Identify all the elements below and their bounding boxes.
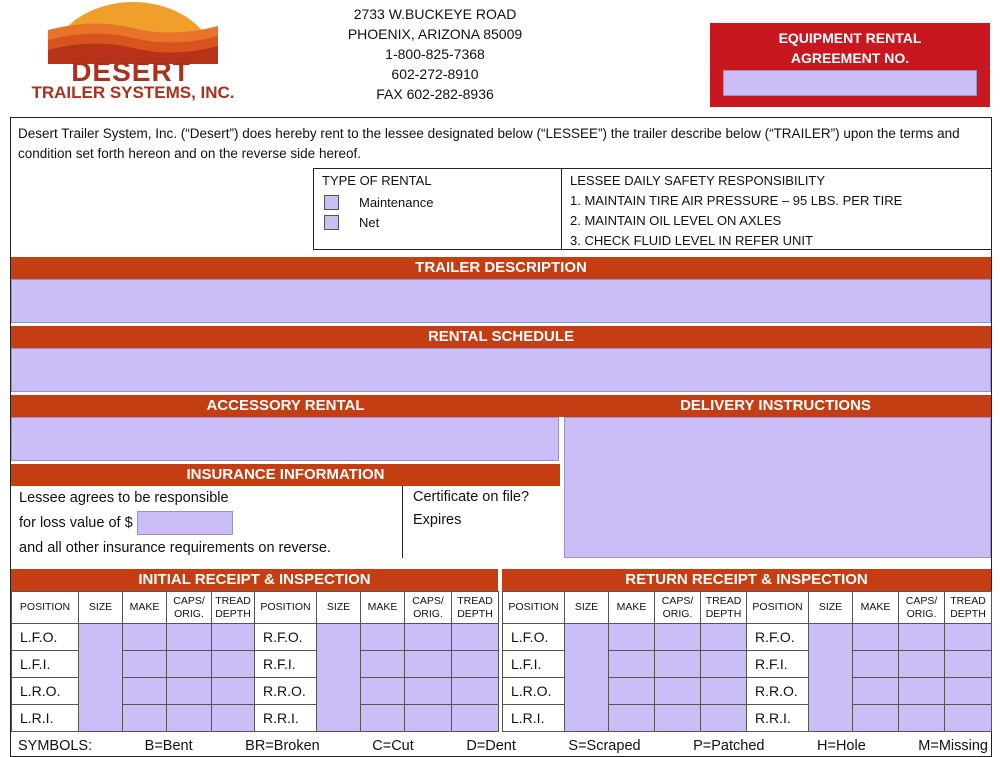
position-cell: L.R.I. (503, 705, 565, 732)
insurance-information-header: INSURANCE INFORMATION (11, 464, 560, 486)
symbol-cut: C=Cut (372, 738, 414, 754)
intro-text: Desert Trailer System, Inc. (“Desert”) does hereby rent to the lessee designated below (“LESSEE”) the trailer describe below (“TRAILER”) upon the terms and condition set forth hereon and on the reverse side hereof. (18, 126, 960, 161)
make-field[interactable] (853, 678, 899, 705)
position-cell: R.R.O. (255, 678, 317, 705)
delivery-instructions-header: DELIVERY INSTRUCTIONS (560, 395, 991, 417)
size-field[interactable] (79, 624, 123, 732)
agreement-number-field[interactable] (723, 70, 977, 96)
company-name-line2: TRAILER SYSTEMS, INC. (31, 83, 235, 102)
position-cell: L.F.O. (503, 624, 565, 651)
address-phone: 602-272-8910 (391, 66, 479, 82)
rental-schedule-field[interactable] (11, 348, 991, 392)
tread-field[interactable] (452, 705, 499, 732)
symbol-patched: P=Patched (693, 738, 765, 754)
symbol-dent: D=Dent (466, 738, 516, 754)
symbols-legend (18, 738, 988, 754)
make-field[interactable] (361, 624, 405, 651)
make-field[interactable] (123, 678, 167, 705)
tread-field[interactable] (452, 651, 499, 678)
position-cell: L.F.I. (12, 651, 79, 678)
symbol-scraped: S=Scraped (568, 738, 641, 754)
col-caps: CAPS/ ORIG. (899, 592, 945, 624)
make-field[interactable] (853, 705, 899, 732)
agreement-title-line2: AGREEMENT NO. (790, 50, 910, 66)
caps-field[interactable] (655, 651, 701, 678)
col-position: POSITION (255, 592, 317, 624)
insurance-line1: Lessee agrees to be responsible (19, 490, 229, 506)
caps-field[interactable] (899, 651, 945, 678)
trailer-description-field[interactable] (11, 279, 991, 323)
trailer-description-header: TRAILER DESCRIPTION (11, 257, 991, 279)
safety-title: LESSEE DAILY SAFETY RESPONSIBILITY (570, 173, 826, 188)
caps-field[interactable] (655, 705, 701, 732)
symbol-hole: H=Hole (817, 738, 866, 754)
initial-inspection-table (11, 591, 499, 732)
col-make: MAKE (361, 592, 405, 624)
make-field[interactable] (123, 624, 167, 651)
expires-label: Expires (413, 512, 462, 528)
col-size: SIZE (317, 592, 361, 624)
address-tollfree: 1-800-825-7368 (385, 46, 485, 62)
make-field[interactable] (609, 678, 655, 705)
caps-field[interactable] (405, 651, 452, 678)
make-field[interactable] (123, 705, 167, 732)
caps-field[interactable] (167, 624, 212, 651)
col-make: MAKE (853, 592, 899, 624)
tread-field[interactable] (452, 624, 499, 651)
symbols-label: SYMBOLS: (18, 738, 93, 754)
make-field[interactable] (609, 651, 655, 678)
size-field[interactable] (565, 624, 609, 732)
agreement-box (710, 23, 990, 107)
return-inspection-table (502, 591, 992, 732)
table-row (12, 624, 499, 651)
position-cell: L.F.I. (503, 651, 565, 678)
col-position: POSITION (503, 592, 565, 624)
col-tread: TREAD DEPTH (945, 592, 992, 624)
rental-schedule-header: RENTAL SCHEDULE (11, 326, 991, 348)
tread-field[interactable] (701, 705, 747, 732)
maintenance-checkbox[interactable] (324, 195, 339, 210)
col-caps: CAPS/ ORIG. (655, 592, 701, 624)
caps-field[interactable] (405, 705, 452, 732)
accessory-rental-header: ACCESSORY RENTAL (11, 395, 560, 417)
col-tread: TREAD DEPTH (212, 592, 255, 624)
caps-field[interactable] (405, 678, 452, 705)
make-field[interactable] (123, 651, 167, 678)
tread-field[interactable] (701, 678, 747, 705)
net-label: Net (359, 215, 380, 231)
certificate-box (405, 486, 560, 558)
col-position: POSITION (747, 592, 809, 624)
position-cell: R.F.O. (255, 624, 317, 651)
symbol-missing: M=Missing (918, 738, 988, 754)
company-logo (8, 0, 258, 105)
col-make: MAKE (609, 592, 655, 624)
insurance-line3: and all other insurance requirements on reverse. (19, 540, 331, 556)
position-cell: R.R.I. (747, 705, 809, 732)
caps-field[interactable] (655, 678, 701, 705)
make-field[interactable] (853, 651, 899, 678)
loss-value-field[interactable] (137, 511, 233, 535)
make-field[interactable] (361, 678, 405, 705)
tread-field[interactable] (212, 678, 255, 705)
col-make: MAKE (123, 592, 167, 624)
address-city: PHOENIX, ARIZONA 85009 (347, 26, 523, 42)
safety-item-3: 3. CHECK FLUID LEVEL IN REFER UNIT (570, 233, 813, 248)
col-caps: CAPS/ ORIG. (405, 592, 452, 624)
position-cell: R.R.O. (747, 678, 809, 705)
col-size: SIZE (809, 592, 853, 624)
rental-option-net[interactable] (324, 214, 379, 230)
accessory-rental-field[interactable] (11, 417, 559, 461)
delivery-instructions-field[interactable] (564, 417, 991, 558)
col-size: SIZE (565, 592, 609, 624)
tread-field[interactable] (945, 651, 992, 678)
caps-field[interactable] (167, 651, 212, 678)
position-cell: L.R.O. (12, 678, 79, 705)
tread-field[interactable] (212, 705, 255, 732)
make-field[interactable] (361, 651, 405, 678)
company-address (330, 4, 540, 104)
size-field[interactable] (809, 624, 853, 732)
net-checkbox[interactable] (324, 215, 339, 230)
caps-field[interactable] (167, 705, 212, 732)
caps-field[interactable] (899, 624, 945, 651)
caps-field[interactable] (899, 678, 945, 705)
make-field[interactable] (853, 624, 899, 651)
caps-field[interactable] (167, 678, 212, 705)
symbol-bent: B=Bent (144, 738, 193, 754)
col-caps: CAPS/ ORIG. (167, 592, 212, 624)
safety-box (561, 168, 992, 250)
col-tread: TREAD DEPTH (701, 592, 747, 624)
maintenance-label: Maintenance (359, 195, 434, 211)
caps-field[interactable] (655, 624, 701, 651)
position-cell: L.R.O. (503, 678, 565, 705)
col-tread: TREAD DEPTH (452, 592, 499, 624)
safety-item-1: 1. MAINTAIN TIRE AIR PRESSURE – 95 LBS. PER TIRE (570, 193, 903, 208)
col-position: POSITION (12, 592, 79, 624)
rental-type-title: TYPE OF RENTAL (322, 173, 432, 188)
make-field[interactable] (609, 624, 655, 651)
position-cell: L.R.I. (12, 705, 79, 732)
position-cell: R.F.O. (747, 624, 809, 651)
safety-item-2: 2. MAINTAIN OIL LEVEL ON AXLES (570, 213, 782, 228)
caps-field[interactable] (405, 624, 452, 651)
return-receipt-header: RETURN RECEIPT & INSPECTION (502, 569, 991, 591)
make-field[interactable] (361, 705, 405, 732)
tread-field[interactable] (701, 651, 747, 678)
insurance-line2: for loss value of $ (19, 515, 133, 531)
tread-field[interactable] (945, 705, 992, 732)
company-name-line1: DESERT (71, 56, 191, 87)
insurance-box (11, 486, 403, 558)
initial-receipt-header: INITIAL RECEIPT & INSPECTION (11, 569, 498, 591)
size-field[interactable] (317, 624, 361, 732)
position-cell: L.F.O. (12, 624, 79, 651)
make-field[interactable] (609, 705, 655, 732)
tread-field[interactable] (945, 624, 992, 651)
position-cell: R.R.I. (255, 705, 317, 732)
table-row (503, 624, 992, 651)
tread-field[interactable] (212, 624, 255, 651)
tread-field[interactable] (212, 651, 255, 678)
rental-option-maintenance[interactable] (324, 194, 433, 210)
address-fax: FAX 602-282-8936 (376, 86, 494, 102)
rental-type-box (313, 168, 562, 250)
certificate-on-file-label: Certificate on file? (413, 489, 530, 505)
agreement-title-line1: EQUIPMENT RENTAL (778, 30, 922, 46)
tread-field[interactable] (452, 678, 499, 705)
tread-field[interactable] (701, 624, 747, 651)
symbol-broken: BR=Broken (245, 738, 320, 754)
position-cell: R.F.I. (747, 651, 809, 678)
caps-field[interactable] (899, 705, 945, 732)
position-cell: R.F.I. (255, 651, 317, 678)
tread-field[interactable] (945, 678, 992, 705)
col-size: SIZE (79, 592, 123, 624)
address-street: 2733 W.BUCKEYE ROAD (353, 6, 517, 22)
